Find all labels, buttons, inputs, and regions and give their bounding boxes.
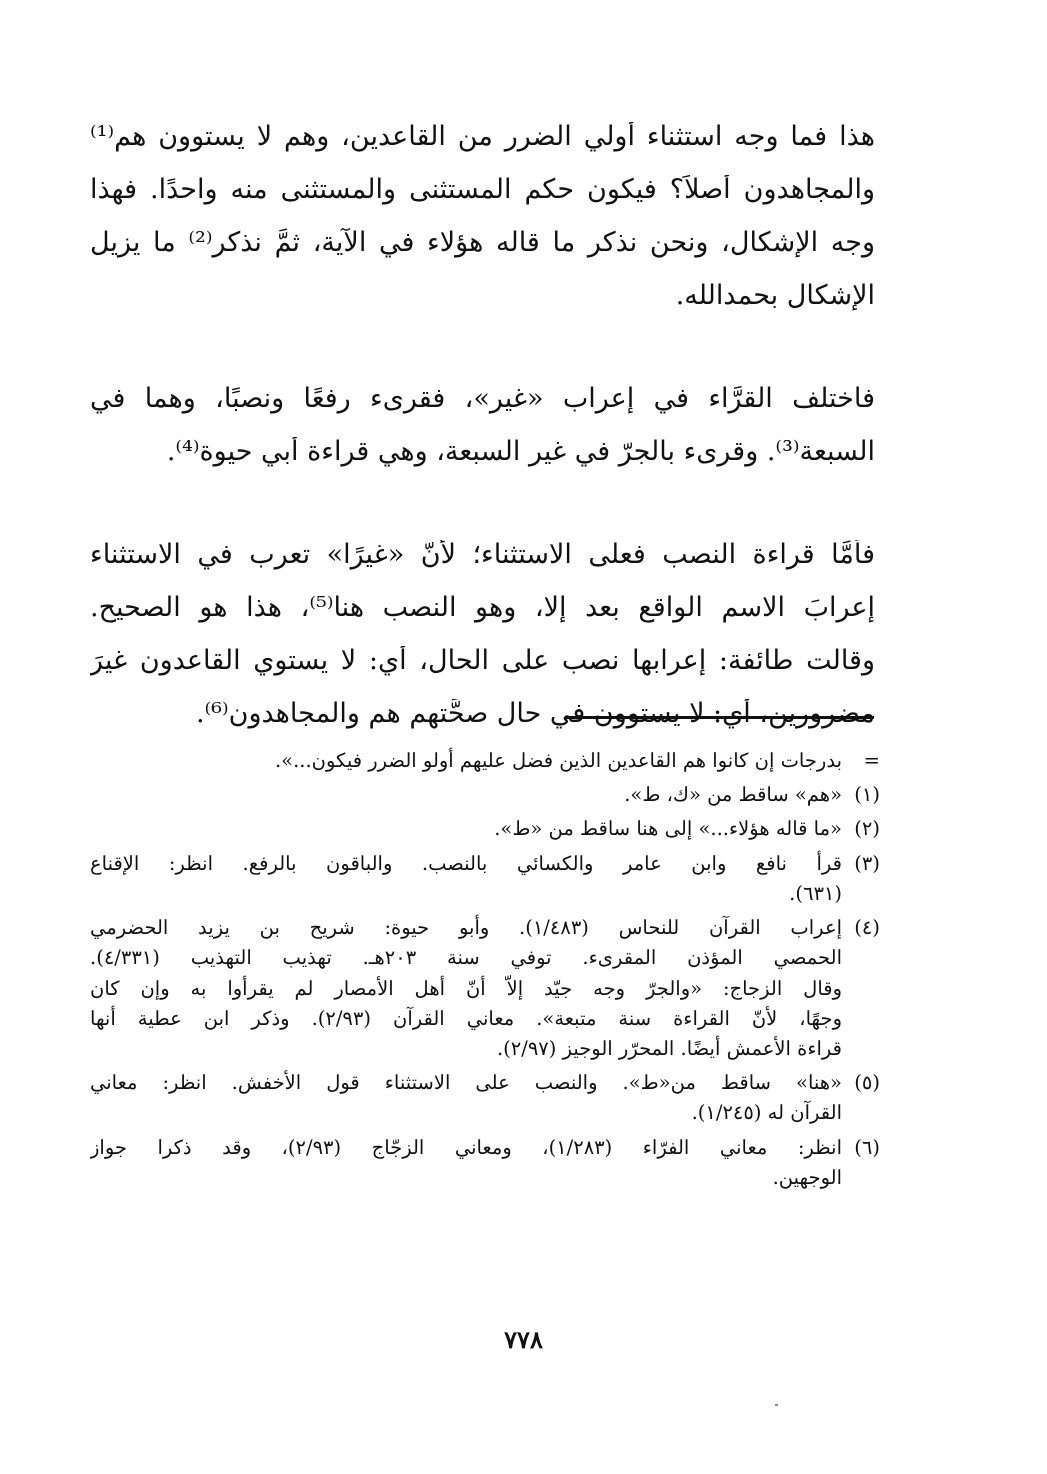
footnote-number: (٥) bbox=[854, 1071, 880, 1095]
footnote-line: انظر: معاني الفرّاء (١/٢٨٣)، ومعاني الزجّاج (٢/٩٣)، وقد ذكرا جواز bbox=[90, 1135, 842, 1159]
footnote-4 bbox=[90, 913, 880, 1064]
text-line: وقالت طائفة: إعرابها نصب على الحال، أي: لا يستوي القاعدون غيرَ bbox=[90, 646, 875, 676]
footnote-number: (٦) bbox=[854, 1135, 880, 1159]
footnote-line: وقال الزجاج: «والجرّ وجه جيّد إلاّ أنّ أهل الأمصار لم يقرأوا به وإن كان bbox=[90, 976, 842, 1000]
footnote-line: قراءة الأعمش أيضًا. المحرّر الوجيز (٢/٩٧). bbox=[496, 1036, 842, 1060]
paragraph-1 bbox=[90, 122, 875, 334]
text-line: السبعة⁽³⁾. وقرىء بالجرّ في غير السبعة، وهي قراءة أبي حيوة⁽⁴⁾. bbox=[166, 437, 875, 467]
text-line: والمجاهدون أصلاً؟ فيكون حكم المستثنى والمستثنى منه واحدًا. فهذا bbox=[90, 175, 875, 205]
text-line: إعرابَ الاسم الواقع بعد إلا، وهو النصب هنا⁽⁵⁾، هذا هو الصحيح. bbox=[90, 593, 875, 623]
footnote-number: (٣) bbox=[854, 851, 880, 875]
footnote-6 bbox=[90, 1133, 880, 1193]
footnote-body bbox=[90, 913, 842, 1064]
footnote-line: (٦٣١). bbox=[789, 881, 842, 905]
text-line: وجه الإشكال، ونحن نذكر ما قاله هؤلاء في الآية، ثمَّ نذكر⁽²⁾ ما يزيل bbox=[90, 228, 875, 258]
main-text bbox=[90, 122, 875, 802]
footnote-line: وجهًا، لأنّ القراءة سنة متبعة». معاني القرآن (٢/٩٣). وذكر ابن عطية أنها bbox=[90, 1006, 842, 1030]
footnote-line: الوجهين. bbox=[772, 1165, 842, 1189]
text-line: مضرورين، أي: لا يستوون في حال صحَّتهم هم والمجاهدون⁽⁶⁾. bbox=[195, 699, 875, 729]
text-line: هذا فما وجه استثناء أولي الضرر من القاعدين، وهم لا يستوون هم⁽¹⁾ bbox=[90, 122, 875, 152]
text-line: فأمَّا قراءة النصب فعلى الاستثناء؛ لأنّ «غيرًا» تعرب في الاستثناء bbox=[90, 540, 875, 570]
footnote-line: الحمصي المؤذن المقرىء. توفي سنة ٢٠٣هـ. تهذيب التهذيب (٤/٣٣١). bbox=[90, 946, 842, 970]
footnote-body bbox=[90, 746, 842, 776]
footnote-3 bbox=[90, 849, 880, 909]
text-line: فاختلف القرَّاء في إعراب «غير»، فقرىء رفعًا ونصبًا، وهما في bbox=[90, 384, 875, 414]
footnote-separator bbox=[565, 716, 874, 719]
paragraph-2 bbox=[90, 384, 875, 490]
footnote-line: إعراب القرآن للنحاس (١/٤٨٣). وأبو حيوة: شريح بن يزيد الحضرمي bbox=[90, 916, 842, 940]
scan-speck bbox=[775, 1404, 778, 1406]
footnote-number: (١) bbox=[854, 783, 880, 807]
footnote-2 bbox=[90, 814, 880, 844]
footnote-line: «هم» ساقط من «ك، ط». bbox=[624, 783, 842, 807]
footnote-line: «ما قاله هؤلاء...» إلى هنا ساقط من «ط». bbox=[494, 817, 842, 841]
paragraph-3 bbox=[90, 540, 875, 752]
footnote-line: بدرجات إن كانوا هم القاعدين الذين فضل عليهم أولو الضرر فيكون...». bbox=[274, 749, 842, 772]
footnotes bbox=[90, 746, 880, 1197]
footnote-line: قرأ نافع وابن عامر والكسائي بالنصب. والباقون بالرفع. انظر: الإقناع bbox=[90, 851, 842, 875]
text-line: الإشكال بحمدالله. bbox=[675, 281, 875, 311]
footnote-body bbox=[90, 814, 842, 844]
footnote-body bbox=[90, 780, 842, 810]
footnote-body bbox=[90, 849, 842, 909]
footnote-continuation bbox=[90, 746, 880, 776]
footnote-1 bbox=[90, 780, 880, 810]
footnote-5 bbox=[90, 1068, 880, 1128]
footnote-number: (٢) bbox=[854, 817, 880, 841]
footnote-line: القرآن له (١/٢٤٥). bbox=[691, 1101, 842, 1125]
continuation-mark: = bbox=[863, 749, 880, 772]
footnote-number: (٤) bbox=[854, 916, 880, 940]
footnote-body bbox=[90, 1133, 842, 1193]
footnote-body bbox=[90, 1068, 842, 1128]
page-number: ٧٧٨ bbox=[504, 1325, 543, 1354]
footnote-line: «هنا» ساقط من«ط». والنصب على الاستثناء قول الأخفش. انظر: معاني bbox=[90, 1071, 842, 1095]
